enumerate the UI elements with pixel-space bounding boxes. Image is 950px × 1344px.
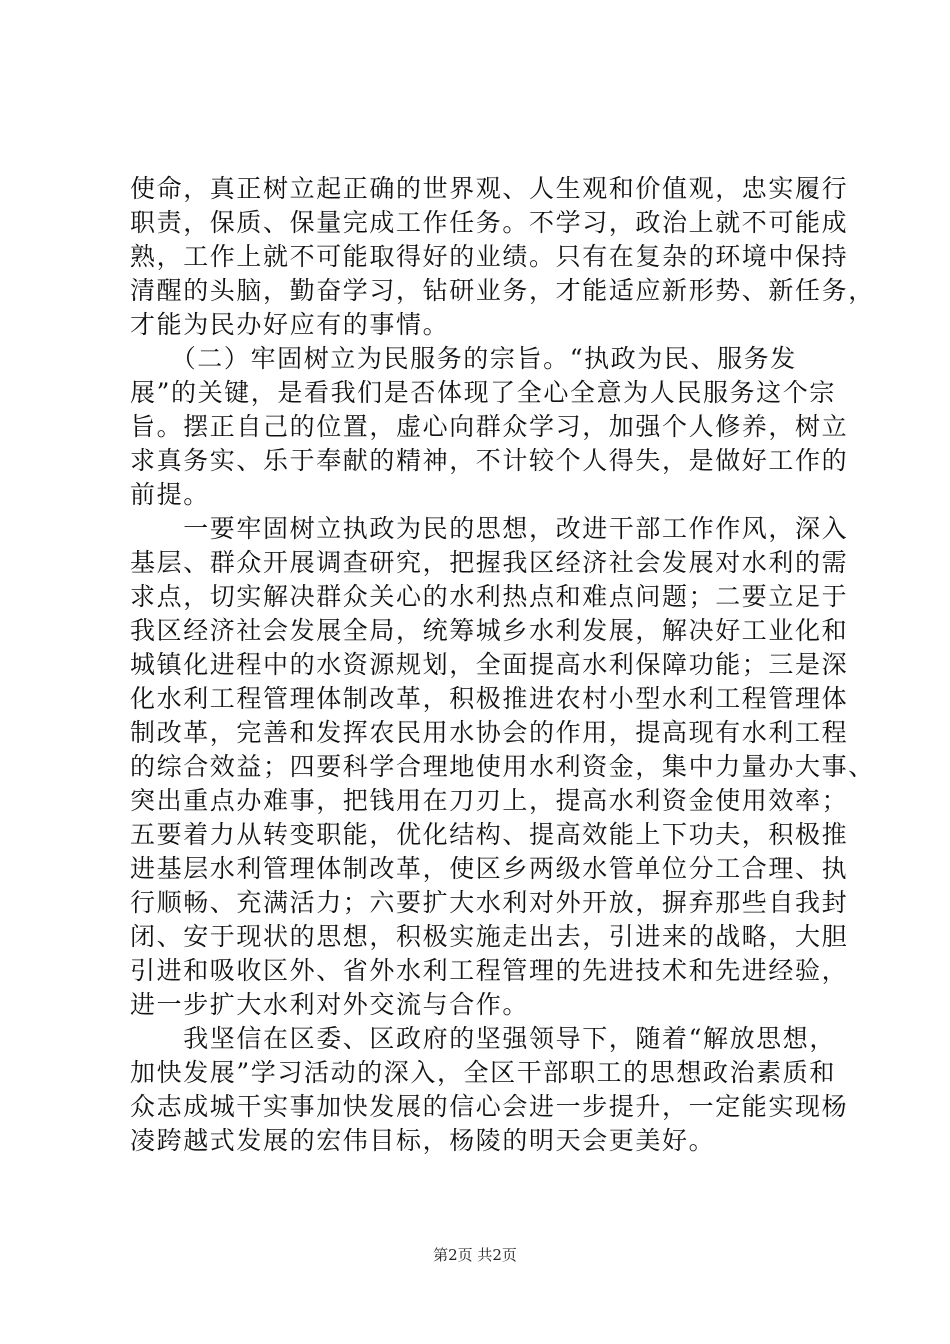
text-line: 众志成城干实事加快发展的信心会进一步提升，一定能实现杨 xyxy=(130,1092,849,1121)
text-line: 进一步扩大水利对外交流与合作。 xyxy=(130,990,530,1019)
text-line: 一要牢固树立执政为民的思想，改进干部工作作风，深入 xyxy=(130,514,849,543)
text-line: 加快发展”学习活动的深入，全区干部职工的思想政治素质和 xyxy=(130,1058,836,1087)
text-line: 求点，切实解决群众关心的水利热点和难点问题；二要立足于 xyxy=(130,582,849,611)
text-line: 制改革，完善和发挥农民用水协会的作用，提高现有水利工程 xyxy=(130,718,849,747)
text-line: 我区经济社会发展全局，统筹城乡水利发展，解决好工业化和 xyxy=(130,616,849,645)
text-line: 前提。 xyxy=(130,480,210,509)
text-line: 进基层水利管理体制改革，使区乡两级水管单位分工合理、执 xyxy=(130,854,849,883)
text-line: 清醒的头脑，勤奋学习，钻研业务，才能适应新形势、新任务， xyxy=(130,276,875,305)
text-line: 基层、群众开展调查研究，把握我区经济社会发展对水利的需 xyxy=(130,548,849,577)
text-line: 熟，工作上就不可能取得好的业绩。只有在复杂的环境中保持 xyxy=(130,242,849,271)
text-line: 城镇化进程中的水资源规划，全面提高水利保障功能；三是深 xyxy=(130,650,849,679)
text-line: 使命，真正树立起正确的世界观、人生观和价值观，忠实履行 xyxy=(130,174,849,203)
text-line: 才能为民办好应有的事情。 xyxy=(130,310,450,339)
text-line: 五要着力从转变职能，优化结构、提高效能上下功夫，积极推 xyxy=(130,820,849,849)
text-line: 突出重点办难事，把钱用在刀刃上，提高水利资金使用效率； xyxy=(130,786,849,815)
text-line: （二）牢固树立为民服务的宗旨。“执政为民、服务发 xyxy=(130,344,797,373)
text-line: 的综合效益；四要科学合理地使用水利资金，集中力量办大事、 xyxy=(130,752,875,781)
text-line: 求真务实、乐于奉献的精神，不计较个人得失，是做好工作的 xyxy=(130,446,849,475)
page-footer: 第2页 共2页 xyxy=(433,1246,517,1264)
body-text xyxy=(130,172,875,1158)
text-line: 凌跨越式发展的宏伟目标，杨陵的明天会更美好。 xyxy=(130,1126,716,1155)
text-line: 展”的关键，是看我们是否体现了全心全意为人民服务这个宗 xyxy=(130,378,836,407)
text-line: 行顺畅、充满活力；六要扩大水利对外开放，摒弃那些自我封 xyxy=(130,888,849,917)
text-line: 旨。摆正自己的位置，虚心向群众学习，加强个人修养，树立 xyxy=(130,412,849,441)
text-line: 引进和吸收区外、省外水利工程管理的先进技术和先进经验， xyxy=(130,956,849,985)
text-line: 闭、安于现状的思想，积极实施走出去，引进来的战略，大胆 xyxy=(130,922,849,951)
text-line: 职责，保质、保量完成工作任务。不学习，政治上就不可能成 xyxy=(130,208,849,237)
text-line: 化水利工程管理体制改革，积极推进农村小型水利工程管理体 xyxy=(130,684,849,713)
text-line: 我坚信在区委、区政府的坚强领导下，随着“解放思想， xyxy=(130,1024,836,1053)
